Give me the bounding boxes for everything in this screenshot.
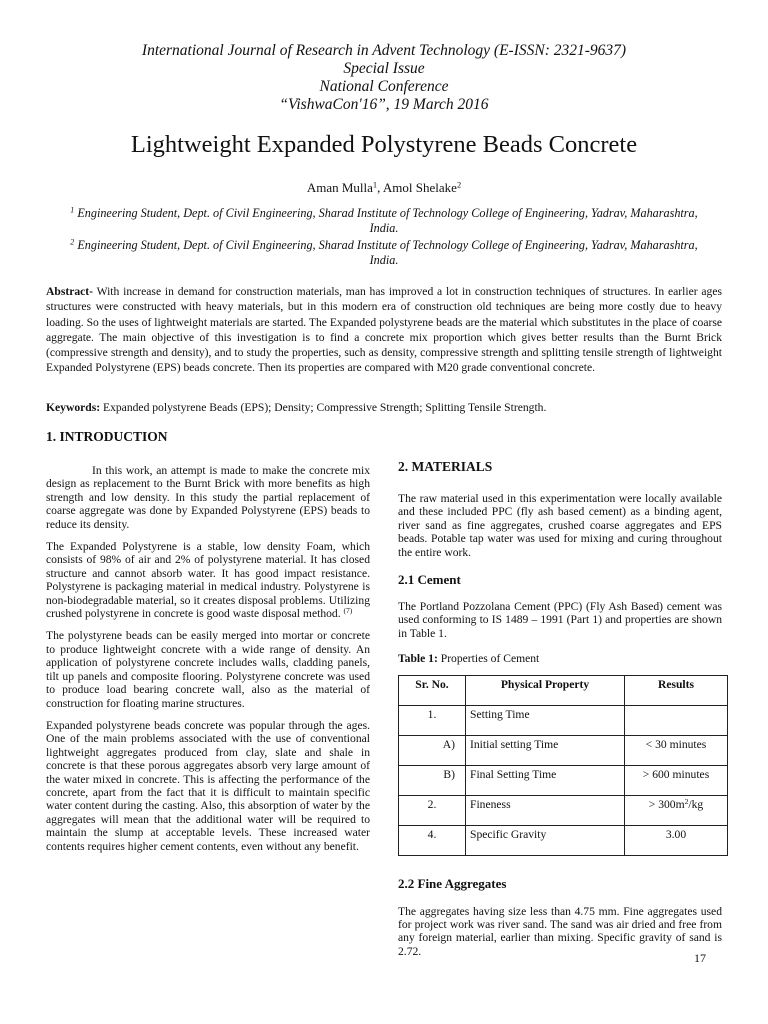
table-cell: Specific Gravity	[466, 825, 625, 855]
table-cell: 3.00	[625, 825, 728, 855]
table-cell: Setting Time	[466, 705, 625, 735]
table-cell: Fineness	[466, 795, 625, 825]
table-cell	[625, 795, 728, 825]
intro-paragraph-4: Expanded polystyrene beads concrete was popular through the ages. One of the main problems associated with the use of conventional lightweight aggregates produced from clay, slate and shale in concrete is that these porous aggregates absorb very large amount of the water mixed in concrete. This is affecting the performance of the concrete, apart from the fact that it is difficult to maintain specific water content during the casting. Also, this absorption of water by the aggregates will mean that the additional water will be required to maintain the slump at acceptable levels. These increased water contents requires higher cement contents, even without any benefit.	[46, 718, 370, 853]
affiliation-2-text: Engineering Student, Dept. of Civil Engineering, Sharad Institute of Technology College of Engineering, Yadrav, Maharashtra, India.	[74, 238, 698, 267]
table-header-cell: Sr. No.	[399, 675, 466, 705]
conference-name: National Conference	[319, 78, 449, 95]
journal-header	[0, 42, 768, 114]
affiliation-1	[56, 206, 712, 236]
table-row	[399, 795, 728, 825]
intro-paragraph-2-text: The Expanded Polystyrene is a stable, low density Foam, which consists of 98% of air and 2% of polystyrene material. It has closed structure and cannot absorb water. It has good impact resistance. Polystyrene is packaging material in medical industry. Polystyrene is non-biodegradable material, so it creates disposal problems. Utilizing crushed polystyrene in concrete is good waste disposal method.	[46, 540, 370, 621]
table-cell	[625, 705, 728, 735]
table-cell: A)	[399, 735, 466, 765]
affiliation-2-sup: 2	[70, 237, 75, 247]
author-2: Amol Shelake	[382, 180, 457, 195]
paper-title: Lightweight Expanded Polystyrene Beads Concrete	[130, 131, 638, 158]
table-cell: < 30 minutes	[625, 735, 728, 765]
keywords-label: Keywords:	[46, 401, 101, 414]
table-cell: Initial setting Time	[466, 735, 625, 765]
left-column	[46, 429, 370, 862]
page-number: 17	[694, 951, 706, 965]
affiliation-1-text: Engineering Student, Dept. of Civil Engineering, Sharad Institute of Technology College of Engineering, Yadrav, Maharashtra, India.	[74, 206, 698, 235]
cement-properties-table	[398, 675, 728, 856]
table-cell: 4.	[399, 825, 466, 855]
special-issue: Special Issue	[343, 60, 425, 77]
table-cell: Final Setting Time	[466, 765, 625, 795]
table-cell: > 600 minutes	[625, 765, 728, 795]
table-row	[399, 765, 728, 795]
conference-date: “VishwaCon'16”, 19 March 2016	[279, 96, 489, 113]
materials-paragraph: The raw material used in this experimentation were locally available and these included PPC (fly ash based cement) as a binding agent, river sand as fine aggregates, crushed coarse aggregates and EPS beads. Potable tap water was used for mixing and curing throughout the entire work.	[398, 492, 722, 559]
right-column	[398, 459, 722, 967]
table-1-label: Table 1:	[398, 652, 438, 666]
affiliation-2	[56, 238, 712, 268]
citation-7: (7)	[343, 605, 353, 615]
author-1: Aman Mulla	[306, 180, 373, 195]
abstract-text: With increase in demand for construction materials, man has improved a lot in construction techniques of structures. In earlier ages structures were constructed with heavy materials, but in this modern era of construction old techniques are being more costly due to heavy loading. So the uses of lightweight materials are started. The Expanded polystyrene beads are the material which substitutes in the place of coarse aggregate. The main objective of this investigation is to find a concrete mix proportion which gives better results than the Burnt Brick (compressive strength and density), and to study the properties, such as density, compressive strength and splitting tensile strength of lightweight Expanded Polystyrene (EPS) beads concrete. Then its properties are compared with M20 grade conventional concrete.	[46, 285, 722, 375]
fine-aggregates-heading: 2.2 Fine Aggregates	[398, 875, 507, 891]
author-list	[0, 180, 768, 196]
author-separator: ,	[377, 180, 383, 195]
fineness-value: > 300m	[648, 797, 685, 811]
cement-paragraph: The Portland Pozzolana Cement (PPC) (Fly Ash Based) cement was used conforming to IS 1489 – 1991 (Part 1) and properties are shown in Table 1.	[398, 600, 722, 640]
abstract	[46, 284, 722, 376]
table-cell: B)	[399, 765, 466, 795]
keywords	[46, 400, 722, 415]
fineness-exponent: 2	[684, 796, 689, 806]
table-row	[399, 825, 728, 855]
table-1-caption	[398, 652, 722, 665]
table-row	[399, 735, 728, 765]
journal-name: International Journal of Research in Advent Technology (E-ISSN: 2321-9637)	[141, 42, 627, 59]
table-header-row	[399, 675, 728, 705]
author-2-sup: 2	[456, 179, 462, 190]
intro-paragraph-1: In this work, an attempt is made to make the concrete mix design as replacement to the Burnt Brick with more benefits as high strength and low density. In this study the partial replacement of coarse aggregate was done by Expanded Polystyrene (EPS) beads to reduce its density.	[46, 464, 370, 531]
intro-paragraph-2	[46, 540, 370, 620]
cement-heading: 2.1 Cement	[398, 572, 461, 588]
abstract-label: Abstract-	[46, 285, 94, 298]
affiliation-1-sup: 1	[70, 205, 75, 215]
table-1-caption-text: Properties of Cement	[437, 652, 540, 666]
table-header-cell: Physical Property	[466, 675, 625, 705]
fine-aggregates-paragraph: The aggregates having size less than 4.75 mm. Fine aggregates used for project work was river sand. The sand was air dried and free from any foreign material, earlier than mixing. Specific gravity of sand is 2.72.	[398, 904, 722, 958]
author-1-sup: 1	[372, 179, 378, 190]
table-cell: 2.	[399, 795, 466, 825]
table-row	[399, 705, 728, 735]
keywords-text: Expanded polystyrene Beads (EPS); Density; Compressive Strength; Splitting Tensile Strength.	[100, 401, 547, 414]
table-header-cell: Results	[625, 675, 728, 705]
fineness-unit: /kg	[688, 797, 704, 811]
materials-heading: 2. MATERIALS	[398, 459, 493, 474]
table-cell: 1.	[399, 705, 466, 735]
intro-heading: 1. INTRODUCTION	[46, 429, 168, 444]
intro-paragraph-3: The polystyrene beads can be easily merged into mortar or concrete to produce lightweight concrete with a wide range of density. An application of polystyrene concrete includes walls, cladding panels, tilt up panels and composite flooring. Polystyrene concrete was used to produce load bearing concrete wall, also as the material of construction for floating marine structures.	[46, 629, 370, 710]
